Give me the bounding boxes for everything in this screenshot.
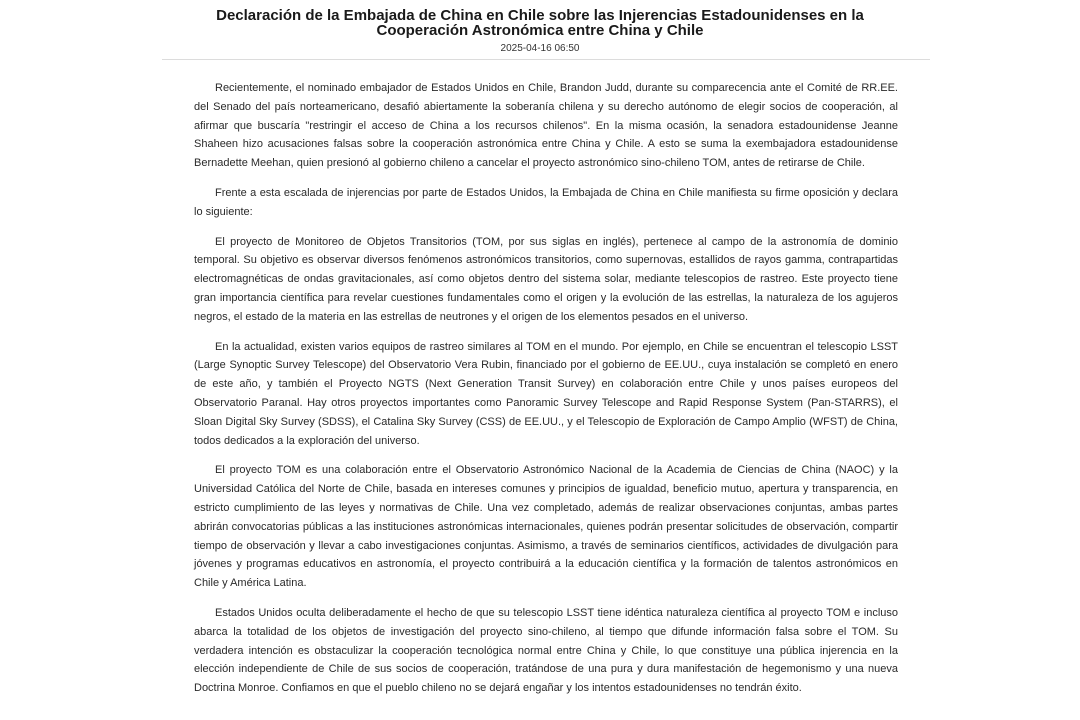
article-paragraph: El proyecto de Monitoreo de Objetos Transitorios (TOM, por sus siglas en inglés), pertenece al campo de la astronomía de dominio temporal. Su objetivo es observar diversos fenómenos astronómicos transitorios, como supernovas, estallidos de rayos gamma, contrapartidas electromagnéticas de ondas gravitacionales, así como objetos dentro del sistema solar, mediante telescopios de rastreo. Este proyecto tiene gran importancia científica para revelar cuestiones fundamentales como el origen y la evolución de las estrellas, la naturaleza de los agujeros negros, el estado de la materia en las estrellas de neutrones y el origen de los elementos pesados en el universo. <box>194 235 898 323</box>
article-header <box>0 8 1080 55</box>
header-divider <box>162 59 930 60</box>
article-body <box>194 79 898 709</box>
publish-date: 2025-04-16 06:50 <box>500 43 580 54</box>
article-paragraph: En la actualidad, existen varios equipos de rastreo similares al TOM en el mundo. Por ejemplo, en Chile se encuentran el telescopio LSST (Large Synoptic Survey Telescope) del Observatorio Vera Rubin, financiado por el gobierno de EE.UU., cuya instalación se completó en enero de este año, y también el Proyecto NGTS (Next Generation Transit Survey) en colaboración entre Chile y unos países europeos del Observatorio Paranal. Hay otros proyectos importantes como Panoramic Survey Telescope and Rapid Response System (Pan-STARRS), el Sloan Digital Sky Survey (SDSS), el Catalina Sky Survey (CSS) de EE.UU., y el Telescopio de Exploración de Campo Amplio (WFST) de China, todos dedicados a la exploración del universo. <box>194 340 898 447</box>
article-paragraph: El proyecto TOM es una colaboración entre el Observatorio Astronómico Nacional de la Academia de Ciencias de China (NAOC) y la Universidad Católica del Norte de Chile, basada en intereses comunes y principios de igualdad, beneficio mutuo, apertura y transparencia, en estricto cumplimiento de las leyes y normativas de Chile. Una vez completado, además de realizar observaciones conjuntas, ambas partes abrirán convocatorias públicas a las instituciones astronómicas internacionales, quienes podrán presentar solicitudes de observación, compartir tiempo de observación y llevar a cabo investigaciones conjuntas. Asimismo, a través de seminarios científicos, actividades de divulgación para jóvenes y programas educativos en astronomía, el proyecto contribuirá a la educación científica y la formación de talentos astronómicos en Chile y América Latina. <box>194 464 898 590</box>
article-paragraph: Frente a esta escalada de injerencias por parte de Estados Unidos, la Embajada de China en Chile manifiesta su firme oposición y declara lo siguiente: <box>194 186 898 218</box>
article-paragraph: Recientemente, el nominado embajador de Estados Unidos en Chile, Brandon Judd, durante su comparecencia ante el Comité de RR.EE. del Senado del país norteamericano, desafió abiertamente la soberanía chilena y su derecho autónomo de elegir socios de cooperación, al afirmar que buscaría "restringir el acceso de China a los recursos chilenos". En la misma ocasión, la senadora estadounidense Jeanne Shaheen hizo acusaciones falsas sobre la cooperación astronómica entre China y Chile. A esto se suma la exembajadora estadounidense Bernadette Meehan, quien presionó al gobierno chileno a cancelar el proyecto astronómico sino-chileno TOM, antes de retirarse de Chile. <box>194 82 898 170</box>
article-paragraph: Estados Unidos oculta deliberadamente el hecho de que su telescopio LSST tiene idéntica naturaleza científica al proyecto TOM e incluso abarca la totalidad de los objetos de investigación del proyecto sino-chileno, al tiempo que difunde información falsa sobre el TOM. Su verdadera intención es obstaculizar la cooperación tecnológica normal entre China y Chile, lo que constituye una pública injerencia en la elección independiente de Chile de sus socios de cooperación, tratándose de una pura y dura manifestación de hegemonismo y una nueva Doctrina Monroe. Confiamos en que el pueblo chileno no se dejará engañar y los intentos estadounidenses no tendrán éxito. <box>194 606 898 695</box>
article-title: Declaración de la Embajada de China en Chile sobre las Injerencias Estadounidenses en la Cooperación Astronómica entre China y Chile <box>216 7 864 39</box>
